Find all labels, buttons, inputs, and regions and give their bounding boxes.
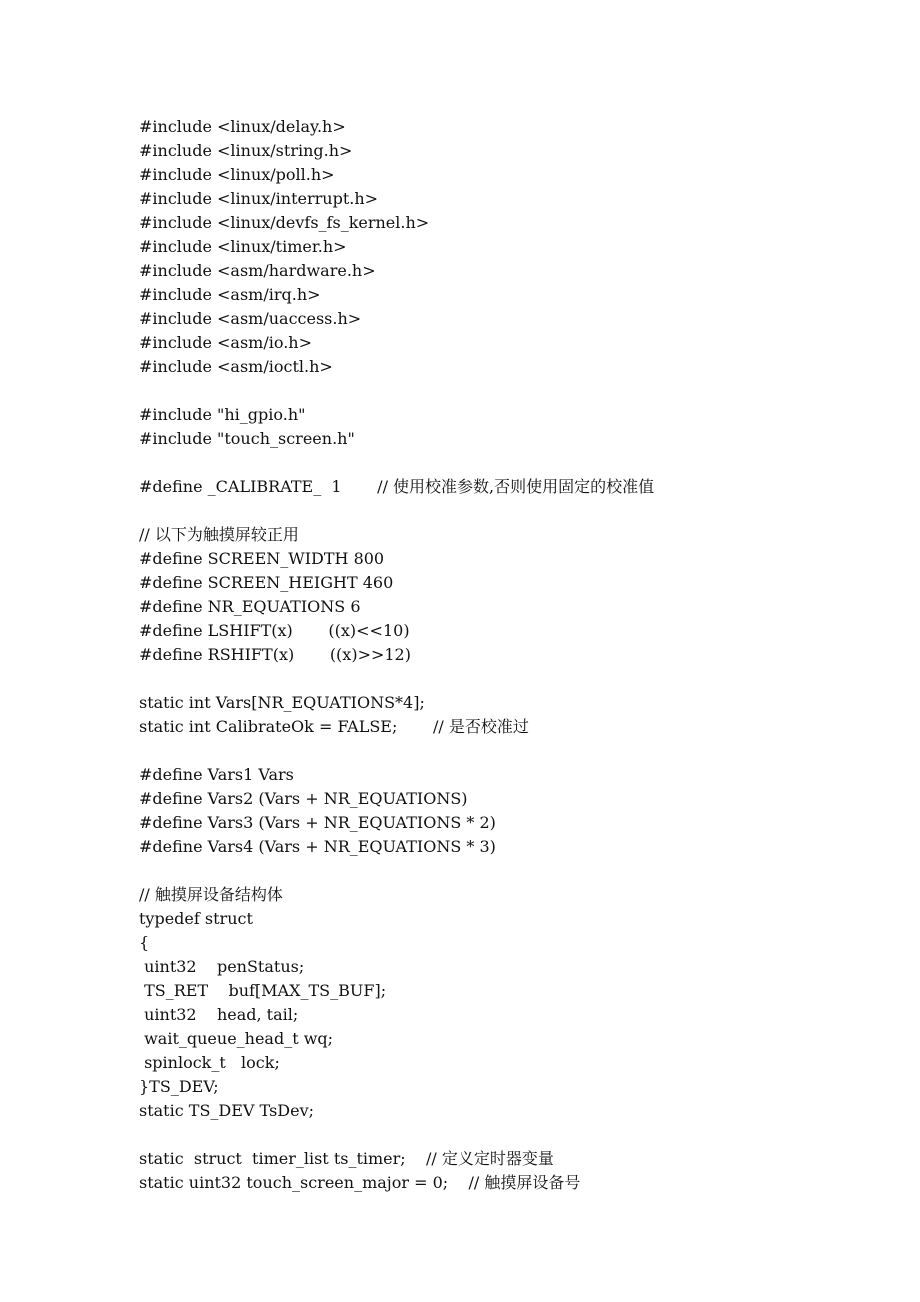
blank-gap	[139, 739, 859, 763]
code-line: #include <asm/io.h>	[139, 333, 312, 352]
code-line: // 以下为触摸屏较正用	[139, 525, 299, 544]
code-line: #include <linux/interrupt.h>	[139, 189, 379, 208]
code-line: // 触摸屏设备结构体	[139, 885, 283, 904]
code-line: #define SCREEN_WIDTH 800	[139, 549, 385, 568]
code-line: spinlock_t lock;	[139, 1053, 280, 1072]
code-line: #define LSHIFT(x) ((x)<<10)	[139, 621, 410, 640]
code-line: #include <linux/devfs_fs_kernel.h>	[139, 213, 430, 232]
code-line: uint32 penStatus;	[139, 957, 305, 976]
code-line: #define Vars4 (Vars + NR_EQUATIONS * 3)	[139, 837, 496, 856]
code-line: #include "touch_screen.h"	[139, 429, 355, 448]
code-line: #include "hi_gpio.h"	[139, 405, 306, 424]
code-line: wait_queue_head_t wq;	[139, 1029, 334, 1048]
code-line: #define Vars2 (Vars + NR_EQUATIONS)	[139, 789, 468, 808]
code-line: static int Vars[NR_EQUATIONS*4];	[139, 693, 425, 712]
blank-gap	[139, 859, 859, 883]
blank-gap	[139, 451, 859, 475]
code-line: #include <asm/uaccess.h>	[139, 309, 362, 328]
code-line: #define Vars3 (Vars + NR_EQUATIONS * 2)	[139, 813, 496, 832]
code-line: static TS_DEV TsDev;	[139, 1101, 314, 1120]
code-line: }TS_DEV;	[139, 1077, 219, 1096]
code-line: static int CalibrateOk = FALSE; // 是否校准过	[139, 717, 529, 736]
code-line: typedef struct	[139, 909, 253, 928]
code-line: {	[139, 933, 150, 952]
code-line: uint32 head, tail;	[139, 1005, 299, 1024]
code-line: #define NR_EQUATIONS 6	[139, 597, 361, 616]
code-line: #define SCREEN_HEIGHT 460	[139, 573, 394, 592]
code-line: #include <asm/ioctl.h>	[139, 357, 333, 376]
blank-gap	[139, 379, 859, 403]
blank-gap	[139, 667, 859, 691]
code-line: #include <asm/hardware.h>	[139, 261, 376, 280]
code-line: static uint32 touch_screen_major = 0; // 触摸屏设备号	[139, 1173, 581, 1192]
code-line: #include <asm/irq.h>	[139, 285, 321, 304]
blank-gap	[139, 499, 859, 523]
code-line: #define _CALIBRATE_ 1 // 使用校准参数,否则使用固定的校准值	[139, 477, 655, 496]
code-line: #include <linux/delay.h>	[139, 117, 346, 136]
blank-gap	[139, 1123, 859, 1147]
code-line: TS_RET buf[MAX_TS_BUF];	[139, 981, 387, 1000]
code-line: #define Vars1 Vars	[139, 765, 294, 784]
code-line: #include <linux/timer.h>	[139, 237, 347, 256]
code-listing	[139, 115, 859, 1195]
code-line: #include <linux/poll.h>	[139, 165, 335, 184]
code-line: static struct timer_list ts_timer; // 定义定时器变量	[139, 1149, 554, 1168]
code-line: #define RSHIFT(x) ((x)>>12)	[139, 645, 411, 664]
code-line: #include <linux/string.h>	[139, 141, 353, 160]
